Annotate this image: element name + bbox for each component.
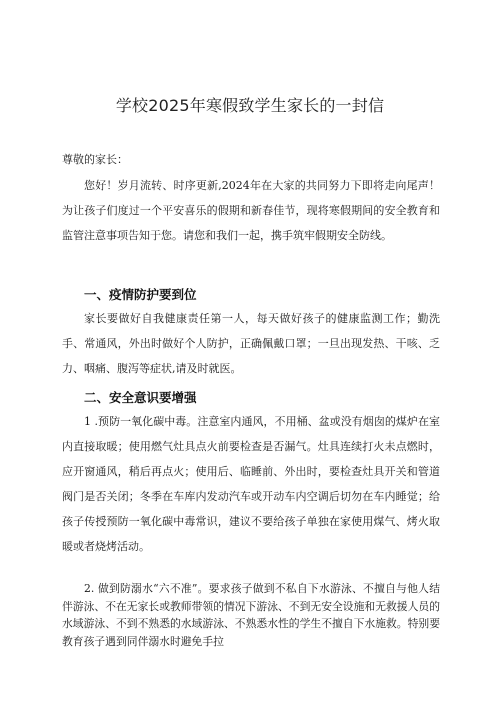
salutation: 尊敬的家长： — [62, 153, 128, 166]
section1-heading: 一、疫情防护要到位 — [84, 287, 197, 302]
item-2-paragraph: 2. 做到防溺水“六不准”。要求孩子做到不私自下水游泳、不擅自与他人结伴游泳、不在无家长或教师带领的情况下游泳、不到无安全设施和无救援人员的水域游泳、不到不熟悉的水域游泳、不熟悉水性的学生不擅自下水施救。特别要教育孩子遇到同伴溺水时避免手拉 — [62, 582, 440, 648]
item-1-paragraph: 1 .预防一氧化碳中毒。注意室内通风，不用桶、盆或没有烟囱的煤炉在室内直接取暖；使用燃气灶具点火前要检查是否漏气。灶具连续打火未点燃时，应开窗通风，稍后再点火；使用后、临睡前、外出时，要检查灶具开关和管道阀门是否关闭；冬季在车库内发动汽车或开动车内空调后切勿在车内睡觉；给孩子传授预防一氧化碳中毒常识，建议不要给孩子单独在家使用煤气、烤火取暖或者烧烤活动。 — [62, 415, 440, 553]
section1-paragraph: 家长要做好自我健康责任第一人，每天做好孩子的健康监测工作；勤洗手、常通风，外出时做好个人防护，正确佩戴口罩；一旦出现发热、干咳、乏力、咽痛、腹泻等症状,请及时就医。 — [62, 312, 440, 375]
letter-title: 学校2025年寒假致学生家长的一封信 — [115, 96, 385, 115]
section2-heading: 二、安全意识要增强 — [84, 390, 197, 405]
intro-paragraph: 您好！岁月流转、时序更新,2024年在大家的共同努力下即将走向尾声！为让孩子们度过一个平安喜乐的假期和新春佳节，现将寒假期间的安全教育和监管注意事项告知于您。请您和我们一起，携手筑牢假期安全防线。 — [62, 179, 440, 242]
